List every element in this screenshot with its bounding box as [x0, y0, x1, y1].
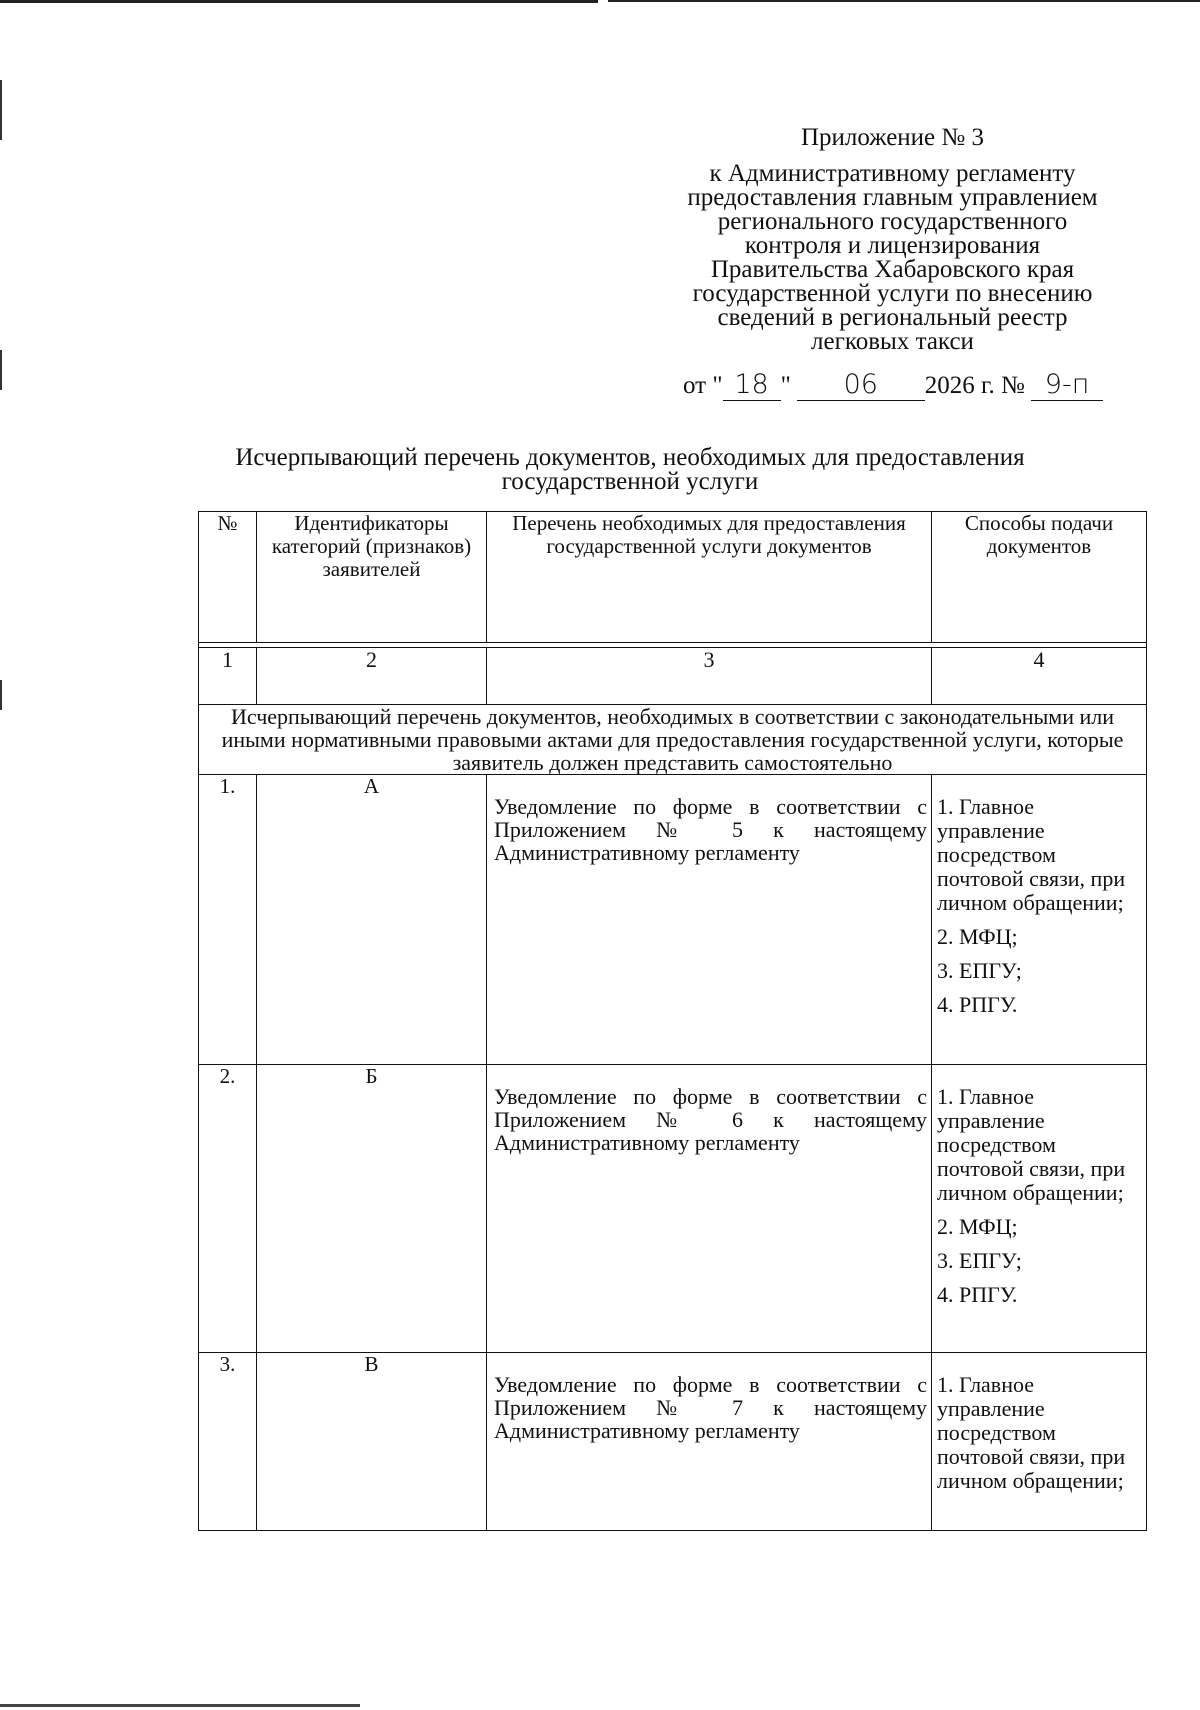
table-row — [199, 775, 1147, 1065]
date-year: 2026 г. № — [924, 372, 1025, 399]
section-title: Исчерпывающий перечень документов, необходимых в соответствии с законодательными или иными нормативными правовыми актами для предоставления государственной услуги, которые заявитель должен представить самостоятельно — [199, 705, 1147, 775]
submission-way: 1. Главное управление посредством почтовой связи, при личном обращении; — [937, 1084, 1126, 1205]
submission-way: 1. Главное управление посредством почтовой связи, при личном обращении; — [937, 794, 1126, 915]
appendix-date — [683, 370, 1103, 401]
row-document: Уведомление по форме в соответствии с Приложением № 5 к настоящему Административному регламенту — [487, 775, 932, 1065]
row-submission-ways — [932, 775, 1147, 1065]
scan-edge-mark — [0, 350, 2, 390]
header-documents: Перечень необходимых для предоставления государственной услуги документов — [487, 512, 932, 643]
appendix-line: контроля и лицензирования — [744, 232, 1041, 259]
header-submission-ways: Способы подачи документов — [932, 512, 1147, 643]
row-identifier: А — [257, 775, 487, 1065]
column-number: 3 — [487, 648, 932, 705]
row-number: 2. — [199, 1065, 257, 1353]
table-row — [199, 1065, 1147, 1353]
document-title: Исчерпывающий перечень документов, необходимых для предоставления государственной услуги — [235, 444, 1025, 495]
date-prefix: от " — [683, 372, 723, 399]
submission-way: 2. МФЦ; — [937, 1214, 1018, 1239]
row-identifier: Б — [257, 1065, 487, 1353]
appendix-line: предоставления главным управлением — [687, 184, 1098, 211]
date-month: 06 — [797, 370, 925, 401]
row-number: 3. — [199, 1353, 257, 1531]
submission-way: 3. ЕПГУ; — [937, 958, 1022, 983]
column-number: 4 — [932, 648, 1147, 705]
appendix-number: Приложение № 3 — [800, 124, 985, 151]
column-number: 1 — [199, 648, 257, 705]
table-row — [199, 1353, 1147, 1531]
header-identifiers: Идентификаторы категорий (признаков) заявителей — [257, 512, 487, 643]
appendix-line: легковых такси — [811, 328, 974, 355]
submission-way: 2. МФЦ; — [937, 924, 1018, 949]
column-number: 2 — [257, 648, 487, 705]
submission-way: 3. ЕПГУ; — [937, 1248, 1022, 1273]
appendix-header — [650, 126, 1135, 354]
section-title-row — [199, 705, 1147, 775]
appendix-line: регионального государственного — [717, 208, 1068, 235]
row-number: 1. — [199, 775, 257, 1065]
doc-number: 9-п — [1031, 370, 1103, 401]
row-document: Уведомление по форме в соответствии с Приложением № 6 к настоящему Административному регламенту — [487, 1065, 932, 1353]
scan-edge-mark — [0, 80, 2, 140]
header-number: № — [199, 512, 257, 643]
row-document: Уведомление по форме в соответствии с Приложением № 7 к настоящему Административному регламенту — [487, 1353, 932, 1531]
submission-way: 1. Главное управление посредством почтовой связи, при личном обращении; — [937, 1372, 1126, 1493]
scan-edge-mark — [0, 680, 2, 710]
row-submission-ways — [932, 1353, 1147, 1531]
row-submission-ways — [932, 1065, 1147, 1353]
documents-table — [198, 511, 1147, 1531]
submission-way: 4. РПГУ. — [937, 1282, 1018, 1307]
date-day: 18 — [723, 370, 781, 401]
column-numbers-row — [199, 648, 1147, 705]
table-header-row — [199, 512, 1147, 643]
appendix-line: к Административному регламенту — [709, 160, 1076, 187]
appendix-line: Правительства Хабаровского края — [710, 256, 1075, 283]
appendix-line: государственной услуги по внесению — [692, 280, 1093, 307]
submission-way: 4. РПГУ. — [937, 992, 1018, 1017]
appendix-line: сведений в региональный реестр — [717, 304, 1068, 331]
scan-border-bottom — [0, 1704, 360, 1707]
date-quote: " — [780, 372, 791, 399]
row-identifier: В — [257, 1353, 487, 1531]
scan-border-top-right — [608, 0, 1200, 2]
scan-border-top — [0, 0, 598, 3]
